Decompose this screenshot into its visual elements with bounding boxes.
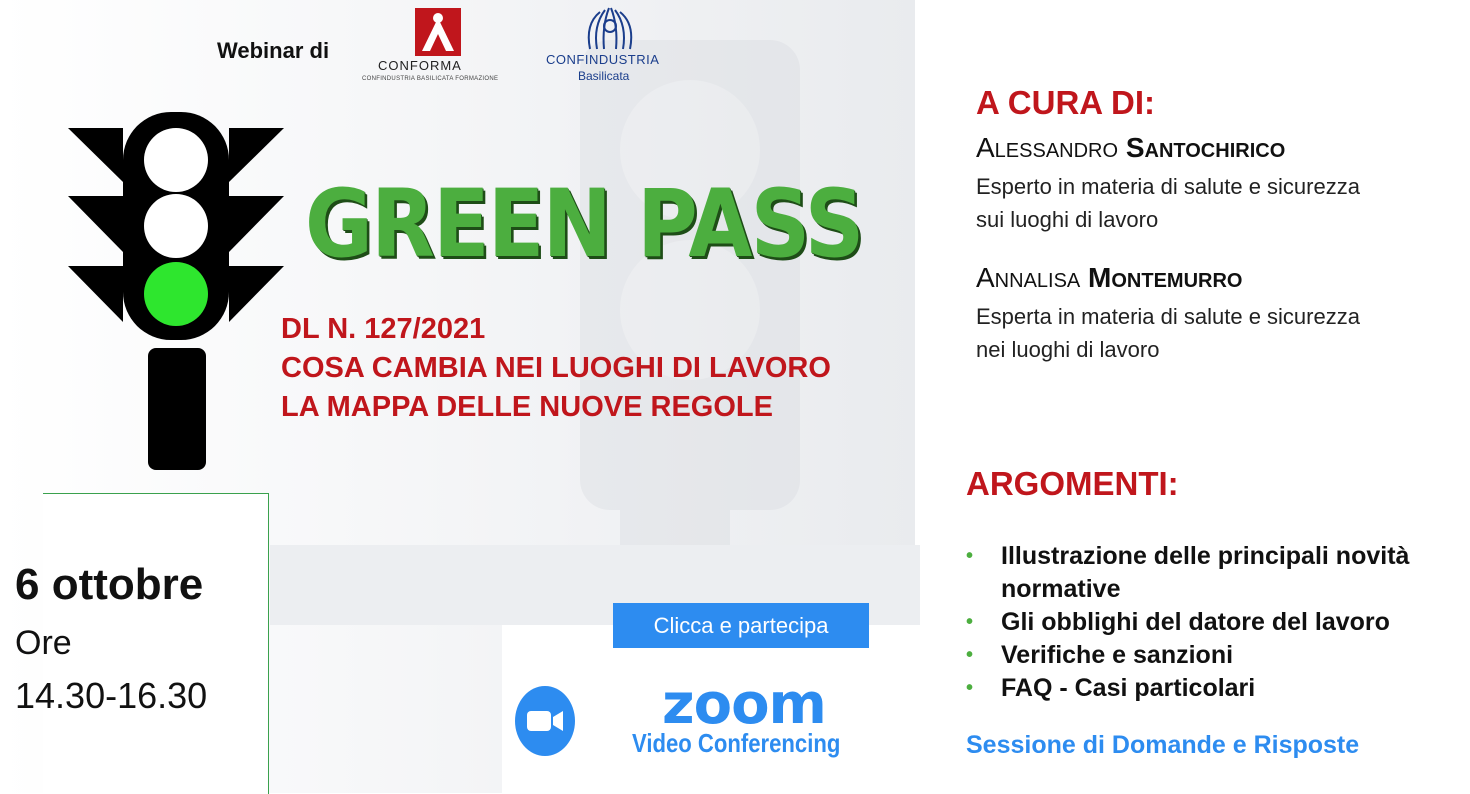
speaker-name	[976, 262, 1242, 294]
topic-text: Verifiche e sanzioni	[1001, 641, 1234, 669]
speaker-role-line: nei luoghi di lavoro	[976, 337, 1160, 362]
subtitle-line: LA MAPPA DELLE NUOVE REGOLE	[281, 391, 773, 423]
conforma-logo	[360, 6, 520, 86]
conforma-logo-text: CONFORMA	[378, 58, 462, 73]
speaker-role-line: sui luoghi di lavoro	[976, 207, 1159, 232]
confindustria-logo-subtext: Basilicata	[578, 69, 630, 83]
topic-text: Gli obblighi del datore del lavoro	[1001, 608, 1390, 636]
zoom-logo-subtext: Video Conferencing	[632, 728, 841, 758]
speaker-name	[976, 132, 1285, 164]
event-date: 6 ottobre	[15, 560, 204, 609]
list-item	[966, 672, 1466, 705]
topic-text: Illustrazione delle principali novità normative	[1001, 542, 1410, 603]
bullet-icon: •	[966, 545, 974, 567]
zoom-camera-icon[interactable]	[514, 685, 576, 757]
topic-text: FAQ - Casi particolari	[1001, 674, 1256, 702]
speaker-first-name: Alessandro	[976, 132, 1119, 163]
webinar-label: Webinar di	[217, 38, 330, 63]
traffic-light-icon	[68, 110, 284, 472]
speaker-role-line: Esperta in materia di salute e sicurezza	[976, 304, 1360, 329]
event-time-range: 14.30-16.30	[15, 675, 208, 716]
speaker-role-line: Esperto in materia di salute e sicurezza	[976, 174, 1360, 199]
speaker-last-name: Santochirico	[1125, 132, 1286, 163]
main-title: GREEN PASS	[305, 170, 863, 279]
speaker-role	[976, 170, 1436, 236]
bullet-icon: •	[966, 677, 974, 699]
join-button[interactable]: Clicca e partecipa	[613, 603, 869, 648]
topics-heading: ARGOMENTI:	[966, 465, 1179, 502]
subtitle-line: COSA CAMBIA NEI LUOGHI DI LAVORO	[281, 352, 831, 384]
speaker-role	[976, 300, 1436, 366]
confindustria-logo-text: CONFINDUSTRIA	[546, 52, 660, 67]
speaker-first-name: Annalisa	[976, 262, 1081, 293]
qa-session-label: Sessione di Domande e Risposte	[966, 731, 1360, 759]
speakers-heading: A CURA DI:	[976, 84, 1156, 121]
conforma-logo-subtext: CONFINDUSTRIA BASILICATA FORMAZIONE	[362, 76, 499, 82]
date-box	[43, 493, 269, 794]
list-item	[966, 606, 1466, 639]
bullet-icon: •	[966, 611, 974, 633]
list-item	[966, 639, 1466, 672]
zoom-logo-text: zoom	[662, 672, 826, 737]
subtitle	[281, 310, 831, 427]
subtitle-line: DL N. 127/2021	[281, 313, 486, 345]
topics-list	[966, 540, 1466, 705]
speaker-last-name: Montemurro	[1088, 262, 1243, 293]
bullet-icon: •	[966, 644, 974, 666]
list-item	[966, 540, 1466, 606]
event-time-label: Ore	[15, 624, 72, 662]
